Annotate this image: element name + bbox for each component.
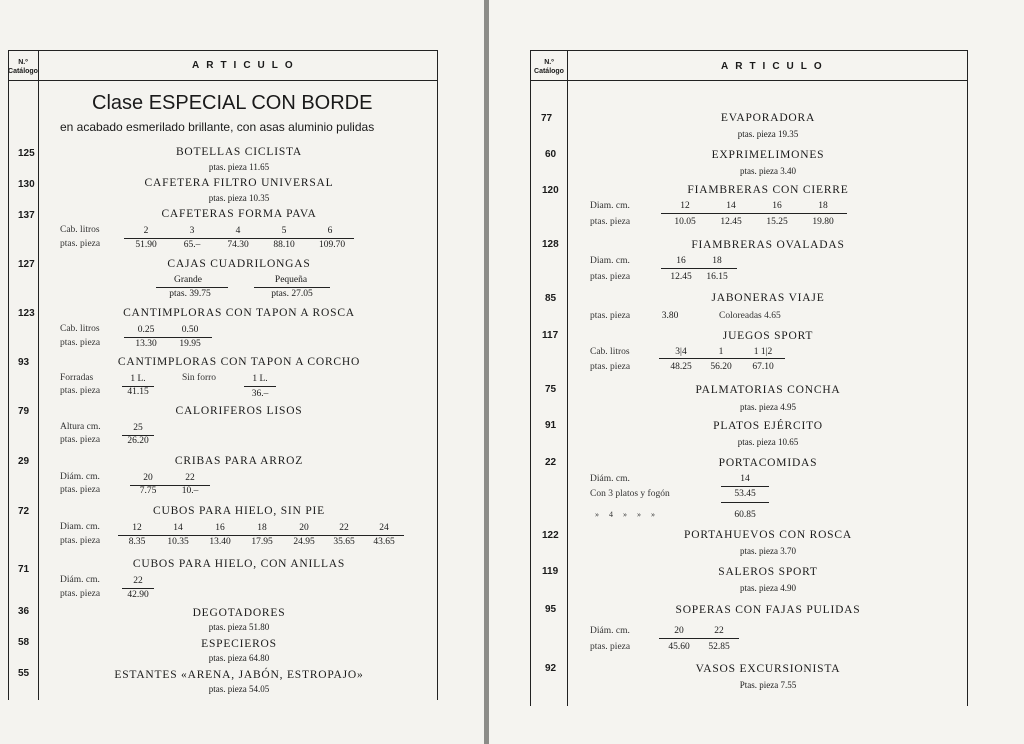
row-label: ptas. pieza xyxy=(590,217,631,227)
table-rule xyxy=(156,287,228,288)
table-cell: 16 xyxy=(215,523,225,533)
catalog-number: 93 xyxy=(18,357,30,368)
item-title: CAFETERA FILTRO UNIVERSAL xyxy=(144,177,334,189)
table-rule xyxy=(659,358,785,359)
table-cell: 20 xyxy=(143,473,153,483)
table-cell: 5 xyxy=(281,226,287,236)
table-cell: 12 xyxy=(132,523,142,533)
table-cell: 20 xyxy=(674,626,684,636)
table-cell: 43.65 xyxy=(373,537,395,547)
catalog-number: 123 xyxy=(18,308,35,319)
item-title: ESPECIEROS xyxy=(201,638,277,650)
catalog-number: 122 xyxy=(542,530,559,541)
table-cell: 22 xyxy=(714,626,724,636)
item-title: VASOS EXCURSIONISTA xyxy=(695,663,841,675)
catalog-number: 95 xyxy=(545,604,557,615)
table-cell: 1 xyxy=(718,347,724,357)
header-catalogo: Catálogo xyxy=(8,68,38,75)
header-no: N.º xyxy=(18,59,28,66)
item-price: ptas. pieza 3.40 xyxy=(740,166,796,176)
table-cell: Coloreadas 4.65 xyxy=(719,311,781,321)
table-cell: 25 xyxy=(133,423,143,433)
table-cell: 0.25 xyxy=(137,325,155,335)
header-rule xyxy=(530,50,968,51)
table-rule xyxy=(254,287,330,288)
catalog-number: 58 xyxy=(18,637,30,648)
catalog-number: 91 xyxy=(545,420,557,431)
row-label: ptas. pieza xyxy=(60,386,101,396)
table-cell: 14 xyxy=(726,201,736,211)
row-label: ptas. pieza xyxy=(60,338,101,348)
table-cell: 10.35 xyxy=(167,537,189,547)
table-rule xyxy=(661,213,847,214)
catalog-number: 29 xyxy=(18,456,30,467)
header-rule xyxy=(530,80,968,81)
table-cell: 14 xyxy=(173,523,183,533)
table-cell: 3|4 xyxy=(675,347,687,357)
catalog-number: 120 xyxy=(542,185,559,196)
table-cell: 1 L. xyxy=(130,374,146,384)
table-cell: 41.15 xyxy=(127,387,149,397)
item-title: DEGOTADORES xyxy=(192,607,286,619)
table-rule xyxy=(661,268,737,269)
table-cell: ptas. 27.05 xyxy=(271,289,313,299)
row-label: Con 3 platos y fogón xyxy=(590,489,670,499)
item-title: ESTANTES «ARENA, JABÓN, ESTROPAJO» xyxy=(114,669,364,681)
articulo-header: ARTICULO xyxy=(192,60,300,71)
catalog-number: 60 xyxy=(545,149,557,160)
header-rule xyxy=(8,50,438,51)
row-label: Sin forro xyxy=(182,373,217,383)
table-cell: 45.60 xyxy=(668,642,690,652)
table-cell: Grande xyxy=(174,275,202,285)
catalog-number: 128 xyxy=(542,239,559,250)
table-cell: 52.85 xyxy=(708,642,730,652)
table-cell: 13.40 xyxy=(209,537,231,547)
item-title: CUBOS PARA HIELO, SIN PIE xyxy=(153,505,325,517)
frame-line xyxy=(967,50,968,706)
catalog-number-header xyxy=(531,58,567,76)
table-cell: 2 xyxy=(143,226,149,236)
item-title: CAJAS CUADRILONGAS xyxy=(167,258,311,270)
table-cell: 74.30 xyxy=(227,240,249,250)
item-title: CANTIMPLORAS CON TAPON A CORCHO xyxy=(117,356,361,368)
class-subtitle: en acabado esmerilado brillante, con asas aluminio pulidas xyxy=(60,120,375,134)
catalog-number: 79 xyxy=(18,406,30,417)
item-title: EVAPORADORA xyxy=(720,112,816,124)
table-cell: 19.80 xyxy=(812,217,834,227)
frame-line xyxy=(38,50,39,700)
item-title: JUEGOS SPORT xyxy=(722,330,814,342)
item-title: BOTELLAS CICLISTA xyxy=(175,146,303,158)
articulo-header: ARTICULO xyxy=(721,61,829,72)
item-title: CALORIFEROS LISOS xyxy=(175,405,303,417)
table-cell: 15.25 xyxy=(766,217,788,227)
table-cell: 35.65 xyxy=(333,537,355,547)
item-price: ptas. pieza 19.35 xyxy=(737,129,799,139)
item-price: ptas. pieza 10.35 xyxy=(208,193,270,203)
row-label: ptas. pieza xyxy=(60,589,101,599)
table-cell: 14 xyxy=(740,474,750,484)
row-label: ptas. pieza xyxy=(60,536,101,546)
table-cell: Pequeña xyxy=(274,275,308,285)
item-title: CUBOS PARA HIELO, CON ANILLAS xyxy=(132,558,346,570)
item-title: FIAMBRERAS OVALADAS xyxy=(691,239,845,251)
row-label: Diam. cm. xyxy=(590,201,630,211)
table-cell: 65.– xyxy=(183,240,201,250)
row-label: Forradas xyxy=(60,373,94,383)
table-rule xyxy=(721,486,769,487)
item-title: CRIBAS PARA ARROZ xyxy=(174,455,304,467)
table-rule xyxy=(659,638,739,639)
table-cell: 22 xyxy=(185,473,195,483)
table-rule xyxy=(122,588,154,589)
row-label: ptas. pieza xyxy=(590,311,631,321)
table-cell: 88.10 xyxy=(273,240,295,250)
table-cell: 22 xyxy=(339,523,349,533)
table-cell: 24.95 xyxy=(293,537,315,547)
table-cell: 7.75 xyxy=(139,486,157,496)
table-cell: 16 xyxy=(676,256,686,266)
table-cell: 12.45 xyxy=(670,272,692,282)
catalog-number: 119 xyxy=(542,566,559,577)
table-cell: 10.– xyxy=(181,486,199,496)
table-cell: 67.10 xyxy=(752,362,774,372)
table-cell: 109.70 xyxy=(318,240,346,250)
catalog-number: 117 xyxy=(542,330,559,341)
table-cell: 17.95 xyxy=(251,537,273,547)
row-label: Diám. cm. xyxy=(60,575,100,585)
row-label: Cab. litros xyxy=(60,225,100,235)
table-cell: 20 xyxy=(299,523,309,533)
table-cell: 24 xyxy=(379,523,389,533)
item-title: FIAMBRERAS CON CIERRE xyxy=(687,184,849,196)
row-label: ptas. pieza xyxy=(60,239,101,249)
catalog-number: 125 xyxy=(18,148,35,159)
right-catalog-page xyxy=(489,0,1024,744)
table-cell: 51.90 xyxy=(135,240,157,250)
row-label: ptas. pieza xyxy=(590,642,631,652)
table-cell: 36.– xyxy=(251,389,269,399)
catalog-number: 85 xyxy=(545,293,557,304)
catalog-number: 55 xyxy=(18,668,30,679)
catalog-number: 71 xyxy=(18,564,30,575)
item-price: ptas. pieza 10.65 xyxy=(737,437,799,447)
frame-line xyxy=(567,50,568,706)
header-no: N.º xyxy=(544,59,554,66)
table-rule xyxy=(721,502,769,503)
catalog-number-header xyxy=(8,58,38,76)
item-title: PORTAHUEVOS CON ROSCA xyxy=(684,529,852,541)
header-rule xyxy=(8,80,438,81)
table-cell: 6 xyxy=(327,226,333,236)
table-cell: 26.20 xyxy=(127,436,149,446)
item-price: ptas. pieza 3.70 xyxy=(740,546,796,556)
item-price: ptas. pieza 4.95 xyxy=(740,402,796,412)
row-label: » 4 » » » xyxy=(595,510,659,519)
frame-line xyxy=(530,50,531,706)
catalog-number: 75 xyxy=(545,384,557,395)
table-cell: 12 xyxy=(680,201,690,211)
table-cell: 16 xyxy=(772,201,782,211)
catalog-number: 36 xyxy=(18,606,30,617)
table-cell: 4 xyxy=(235,226,241,236)
table-cell: 1 1|2 xyxy=(753,347,773,357)
row-label: ptas. pieza xyxy=(590,362,631,372)
item-title: CANTIMPLORAS CON TAPON A ROSCA xyxy=(123,307,355,319)
table-cell: 12.45 xyxy=(720,217,742,227)
table-cell: 22 xyxy=(133,576,143,586)
table-cell: 42.90 xyxy=(127,590,149,600)
catalog-number: 77 xyxy=(541,113,553,124)
class-title: Clase ESPECIAL CON BORDE xyxy=(92,92,373,114)
table-rule xyxy=(244,386,276,387)
catalog-number: 127 xyxy=(18,259,35,270)
item-title: CAFETERAS FORMA PAVA xyxy=(161,208,317,220)
row-label: Diam. cm. xyxy=(590,256,630,266)
table-cell: ptas. 39.75 xyxy=(169,289,211,299)
table-cell: 18 xyxy=(818,201,828,211)
item-title: SALEROS SPORT xyxy=(718,566,818,578)
item-price: ptas. pieza 64.80 xyxy=(208,653,270,663)
table-cell: 3 xyxy=(189,226,195,236)
table-rule xyxy=(118,535,404,536)
table-cell: 10.05 xyxy=(674,217,696,227)
row-label: Altura cm. xyxy=(60,422,101,432)
header-catalogo: Catálogo xyxy=(534,68,564,75)
item-price: ptas. pieza 51.80 xyxy=(208,622,270,632)
item-price: ptas. pieza 11.65 xyxy=(208,162,270,172)
row-label: ptas. pieza xyxy=(590,272,631,282)
item-title: EXPRIMELIMONES xyxy=(711,149,825,161)
item-price: Ptas. pieza 7.55 xyxy=(739,680,797,690)
table-cell: 19.95 xyxy=(179,339,201,349)
item-title: PORTACOMIDAS xyxy=(718,457,818,469)
item-title: PALMATORIAS CONCHA xyxy=(695,384,841,396)
table-rule xyxy=(124,238,354,239)
table-cell: 48.25 xyxy=(670,362,692,372)
catalog-number: 137 xyxy=(18,210,35,221)
catalog-number: 72 xyxy=(18,506,30,517)
row-label: Diám. cm. xyxy=(590,474,630,484)
table-cell: 16.15 xyxy=(706,272,728,282)
row-label: ptas. pieza xyxy=(60,435,101,445)
row-label: Cab. litros xyxy=(60,324,100,334)
table-cell: 1 L. xyxy=(252,374,268,384)
table-cell: 18 xyxy=(712,256,722,266)
item-title: SOPERAS CON FAJAS PULIDAS xyxy=(675,604,861,616)
item-price: ptas. pieza 4.90 xyxy=(740,583,796,593)
row-label: ptas. pieza xyxy=(60,485,101,495)
row-label: Diám. cm. xyxy=(60,472,100,482)
table-cell: 53.45 xyxy=(734,489,756,499)
frame-line xyxy=(8,50,9,700)
item-price: ptas. pieza 54.05 xyxy=(208,684,270,694)
item-title: PLATOS EJÉRCITO xyxy=(713,420,823,432)
row-label: Cab. litros xyxy=(590,347,630,357)
table-cell: 18 xyxy=(257,523,267,533)
table-cell: 13.30 xyxy=(135,339,157,349)
row-label: Diám. cm. xyxy=(590,626,630,636)
catalog-number: 22 xyxy=(545,457,557,468)
table-cell: 56.20 xyxy=(710,362,732,372)
table-cell: 3.80 xyxy=(661,311,679,321)
catalog-number: 130 xyxy=(18,179,35,190)
table-rule xyxy=(124,337,212,338)
item-title: JABONERAS VIAJE xyxy=(711,292,825,304)
left-catalog-page xyxy=(0,0,484,744)
table-cell: 8.35 xyxy=(128,537,146,547)
catalog-number: 92 xyxy=(545,663,557,674)
table-cell: 60.85 xyxy=(734,510,756,520)
row-label: Diam. cm. xyxy=(60,522,100,532)
table-cell: 0.50 xyxy=(181,325,199,335)
